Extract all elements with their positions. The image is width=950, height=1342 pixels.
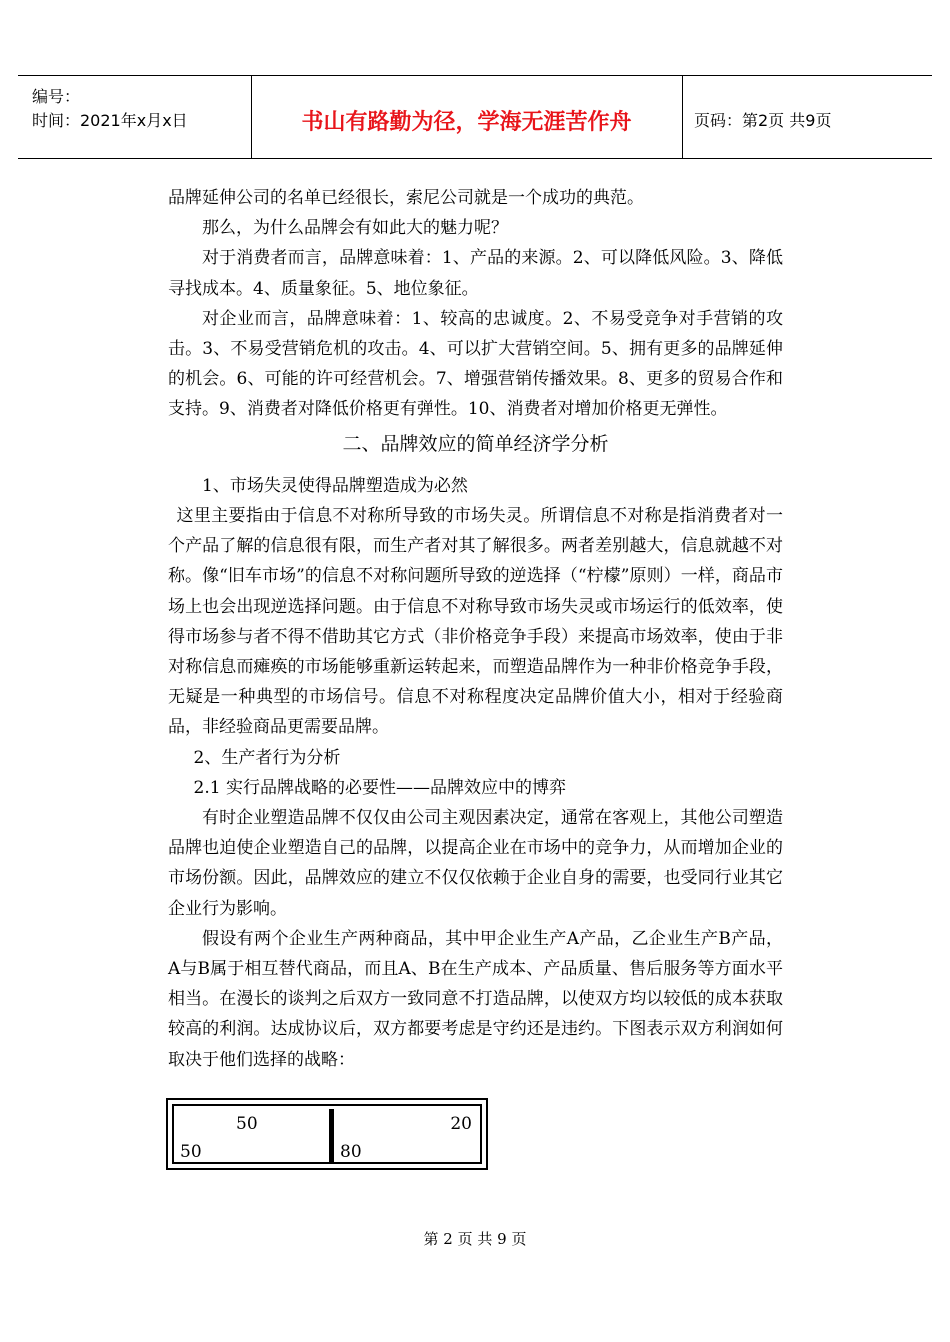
paragraph: 那么，为什么品牌会有如此大的魅力呢？ [202, 218, 508, 239]
page-footer: 第 2 页 共 9 页 [423, 1230, 527, 1248]
header-motto-cell [251, 76, 683, 158]
document-number: 编号： [32, 87, 81, 106]
subsection-title: 1、市场失灵使得品牌塑造成为必然 [202, 475, 468, 496]
header-info-cell [18, 76, 252, 158]
payoff-cell: 20 [450, 1114, 472, 1134]
subsection-title: 2、生产者行为分析 [193, 747, 341, 768]
payoff-divider [329, 1109, 334, 1163]
document-time: 时间：2021年x月x日 [32, 111, 188, 130]
paragraph: 对企业而言，品牌意味着：1、较高的忠诚度。2、不易受竞争对手营销的攻击。3、不易受营销危机的攻击。4、可以扩大营销空间。5、拥有更多的品牌延伸的机会。6、可能的许可经营机会。7、增强营销传播效果。8、更多的贸易合作和支持。9、消费者对降低价格更有弹性。10、消费者对增加价格更无弹性。 [168, 308, 783, 420]
header-page-cell [682, 76, 932, 158]
paragraph: 假设有两个企业生产两种商品，其中甲企业生产A产品，乙企业生产B产品，A与B属于相互替代商品，而且A、B在生产成本、产品质量、售后服务等方面水平相当。在漫长的谈判之后双方一致同意不打造品牌，以使双方均以较低的成本获取较高的利润。达成协议后，双方都要考虑是守约还是违约。下图表示双方利润如何取决于他们选择的战略： [168, 928, 783, 1070]
section-heading: 二、品牌效应的简单经济学分析 [342, 432, 609, 455]
header-page-number: 页码：第2页 共9页 [694, 111, 832, 130]
payoff-matrix-inner [172, 1104, 482, 1164]
subsection-title: 2.1 实行品牌战略的必要性——品牌效应中的博弈 [193, 777, 566, 798]
page-header [18, 75, 932, 159]
payoff-matrix [166, 1098, 488, 1170]
payoff-cell: 80 [340, 1142, 362, 1162]
document-body [168, 183, 783, 1075]
paragraph: 有时企业塑造品牌不仅仅由公司主观因素决定，通常在客观上，其他公司塑造品牌也迫使企业塑造自己的品牌，以提高企业在市场中的竞争力，从而增加企业的市场份额。因此，品牌效应的建立不仅仅依赖于企业自身的需要，也受同行业其它企业行为影响。 [168, 808, 783, 919]
header-motto: 书山有路勤为径，学海无涯苦作舟 [301, 110, 632, 135]
paragraph: 品牌延伸公司的名单已经很长，索尼公司就是一个成功的典范。 [168, 188, 644, 208]
paragraph: 这里主要指由于信息不对称所导致的市场失灵。所谓信息不对称是指消费者对一个产品了解的信息很有限，而生产者对其了解很多。两者差别越大，信息就越不对称。像“旧车市场”的信息不对称问题所导致的逆选择（“柠檬”原则）一样，商品市场上也会出现逆选择问题。由于信息不对称导致市场失灵或市场运行的低效率，使得市场参与者不得不借助其它方式（非价格竞争手段）来提高市场效率，使由于非对称信息而瘫痪的市场能够重新运转起来，而塑造品牌作为一种非价格竞争手段，无疑是一种典型的市场信号。信息不对称程度决定品牌价值大小，相对于经验商品，非经验商品更需要品牌。 [168, 506, 783, 738]
payoff-cell: 50 [236, 1114, 258, 1134]
paragraph: 对于消费者而言，品牌意味着：1、产品的来源。2、可以降低风险。3、降低寻找成本。4、质量象征。5、地位象征。 [168, 248, 783, 299]
payoff-cell: 50 [180, 1142, 202, 1162]
